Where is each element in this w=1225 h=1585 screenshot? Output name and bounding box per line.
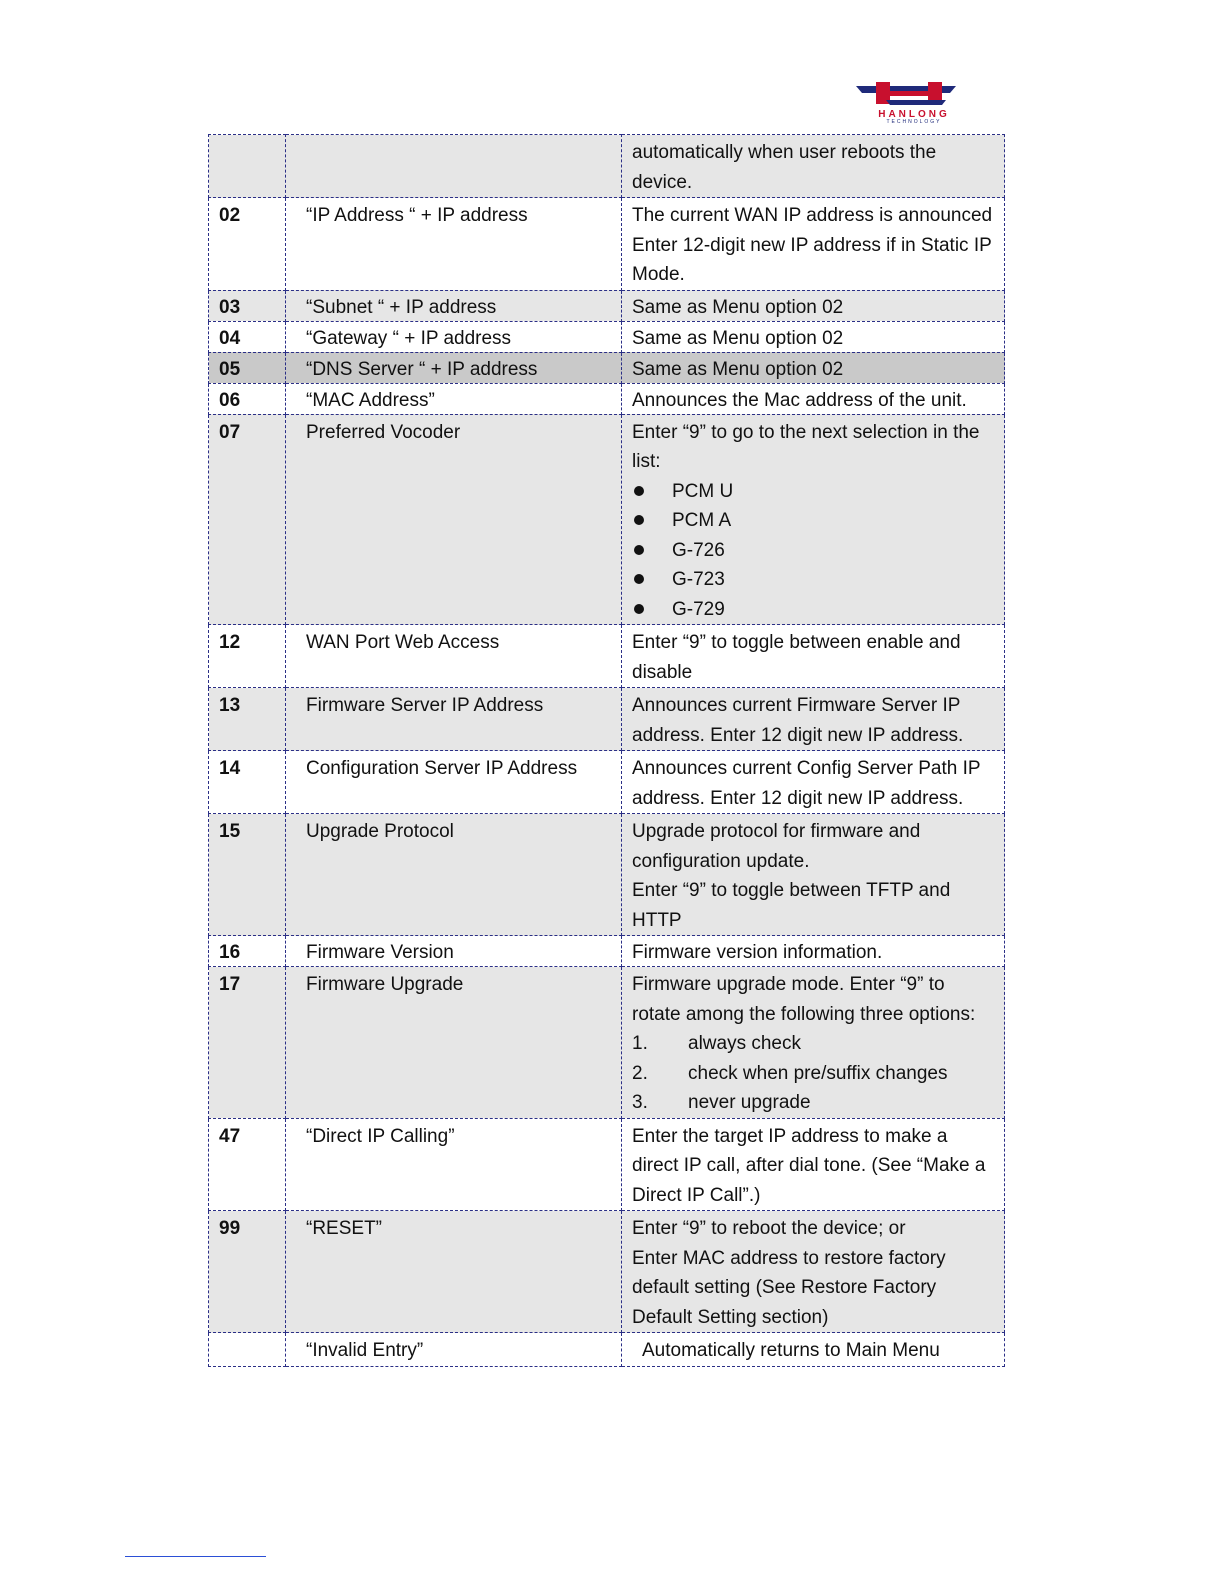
table-row <box>209 625 1005 688</box>
menu-option-number: 14 <box>209 751 286 814</box>
list-item: G-723 <box>632 565 994 595</box>
description-text: The current WAN IP address is announced Enter 12-digit new IP address if in Static IP Mode. <box>632 205 993 285</box>
upgrade-options-list <box>632 1029 994 1118</box>
menu-option-prompt: Configuration Server IP Address <box>286 751 622 814</box>
menu-option-prompt: “MAC Address” <box>286 383 622 414</box>
menu-option-number: 16 <box>209 936 286 967</box>
menu-option-description <box>622 414 1005 625</box>
menu-option-description <box>622 1118 1005 1211</box>
menu-option-number: 06 <box>209 383 286 414</box>
list-item-number: 3. <box>632 1092 648 1113</box>
description-text: Enter “9” to toggle between enable and disable <box>632 632 961 683</box>
menu-option-description <box>622 321 1005 352</box>
menu-option-number: 03 <box>209 290 286 321</box>
description-text: automatically when user reboots the device. <box>632 142 937 193</box>
menu-option-description <box>622 198 1005 291</box>
menu-option-description <box>622 814 1005 936</box>
menu-option-prompt: Upgrade Protocol <box>286 814 622 936</box>
list-item-number: 2. <box>632 1062 648 1084</box>
menu-option-description <box>622 936 1005 967</box>
list-item: PCM A <box>632 506 994 536</box>
menu-option-number: 07 <box>209 414 286 625</box>
menu-option-prompt: Preferred Vocoder <box>286 414 622 625</box>
description-text: Enter the target IP address to make a direct IP call, after dial tone. (See “Make a Direct IP Call”.) <box>632 1125 986 1206</box>
description-text: Same as Menu option 02 <box>632 358 844 380</box>
description-text: Automatically returns to Main Menu <box>642 1340 940 1361</box>
menu-option-description <box>622 688 1005 751</box>
table-row <box>209 135 1005 198</box>
menu-option-prompt: “RESET” <box>286 1211 622 1333</box>
menu-option-number: 99 <box>209 1211 286 1333</box>
company-logo <box>846 80 978 124</box>
menu-option-prompt: “Invalid Entry” <box>286 1333 622 1367</box>
table-row <box>209 1211 1005 1333</box>
table-row <box>209 290 1005 321</box>
table-row <box>209 688 1005 751</box>
list-item: G-729 <box>632 595 994 625</box>
menu-option-prompt: “IP Address “ + IP address <box>286 198 622 291</box>
table-row <box>209 383 1005 414</box>
menu-option-prompt: WAN Port Web Access <box>286 625 622 688</box>
list-item: G-726 <box>632 536 994 566</box>
menu-option-number: 05 <box>209 352 286 383</box>
description-text: Enter “9” to toggle between TFTP and HTTP <box>632 880 951 931</box>
list-item-text: always check <box>688 1033 801 1054</box>
vocoder-list <box>632 477 994 625</box>
menu-option-number: 17 <box>209 967 286 1119</box>
menu-option-description <box>622 352 1005 383</box>
list-item <box>632 1088 994 1118</box>
menu-option-description <box>622 135 1005 198</box>
menu-table-body <box>209 135 1005 1367</box>
description-text: Enter “9” to go to the next selection in the list: <box>632 421 980 472</box>
list-item-text: check when pre/suffix changes <box>688 1062 948 1084</box>
menu-option-number <box>209 1333 286 1367</box>
list-item: PCM U <box>632 477 994 507</box>
menu-option-description <box>622 290 1005 321</box>
table-row <box>209 936 1005 967</box>
menu-option-prompt: Firmware Version <box>286 936 622 967</box>
menu-option-prompt: “DNS Server “ + IP address <box>286 352 622 383</box>
table-row <box>209 814 1005 936</box>
table-row <box>209 751 1005 814</box>
menu-option-prompt: “Direct IP Calling” <box>286 1118 622 1211</box>
list-item-number: 1. <box>632 1033 648 1054</box>
menu-option-description <box>622 625 1005 688</box>
logo-mark-icon <box>846 80 978 110</box>
logo-subtitle: TECHNOLOGY <box>886 119 942 125</box>
description-text: Announces the Mac address of the unit. <box>632 389 967 411</box>
menu-option-number: 13 <box>209 688 286 751</box>
menu-option-prompt: “Subnet “ + IP address <box>286 290 622 321</box>
menu-option-number <box>209 135 286 198</box>
description-text: Same as Menu option 02 <box>632 327 844 349</box>
description-text: Firmware upgrade mode. Enter “9” to rotate among the following three options: <box>632 974 976 1025</box>
table-row <box>209 198 1005 291</box>
menu-option-number: 15 <box>209 814 286 936</box>
table-row <box>209 414 1005 625</box>
description-text: Upgrade protocol for firmware and configuration update. <box>632 821 921 872</box>
menu-option-description <box>622 967 1005 1119</box>
menu-option-number: 04 <box>209 321 286 352</box>
footer-rule <box>125 1556 266 1557</box>
menu-option-number: 02 <box>209 198 286 291</box>
menu-option-prompt: Firmware Upgrade <box>286 967 622 1119</box>
description-text: Same as Menu option 02 <box>632 296 844 318</box>
menu-option-description <box>622 383 1005 414</box>
menu-option-prompt: Firmware Server IP Address <box>286 688 622 751</box>
description-text: Enter “9” to reboot the device; or <box>632 1218 906 1239</box>
list-item <box>632 1029 994 1059</box>
list-item-text: never upgrade <box>688 1092 811 1113</box>
menu-option-description <box>622 1211 1005 1333</box>
table-row <box>209 967 1005 1119</box>
menu-option-prompt: “Gateway “ + IP address <box>286 321 622 352</box>
table-row <box>209 321 1005 352</box>
menu-option-prompt <box>286 135 622 198</box>
table-row <box>209 352 1005 383</box>
voice-menu-table <box>208 134 1005 1367</box>
description-text: Announces current Firmware Server IP address. Enter 12 digit new IP address. <box>632 695 964 746</box>
menu-option-number: 12 <box>209 625 286 688</box>
description-text: Firmware version information. <box>632 942 883 963</box>
menu-option-description <box>622 1333 1005 1367</box>
description-text: Enter MAC address to restore factory default setting (See Restore Factory Default Setting section) <box>632 1247 946 1328</box>
description-text: Announces current Config Server Path IP address. Enter 12 digit new IP address. <box>632 758 981 809</box>
logo-wordmark: HANLONG <box>878 109 950 120</box>
menu-option-number: 47 <box>209 1118 286 1211</box>
table-row <box>209 1118 1005 1211</box>
table-row <box>209 1333 1005 1367</box>
menu-option-description <box>622 751 1005 814</box>
list-item <box>632 1059 994 1089</box>
